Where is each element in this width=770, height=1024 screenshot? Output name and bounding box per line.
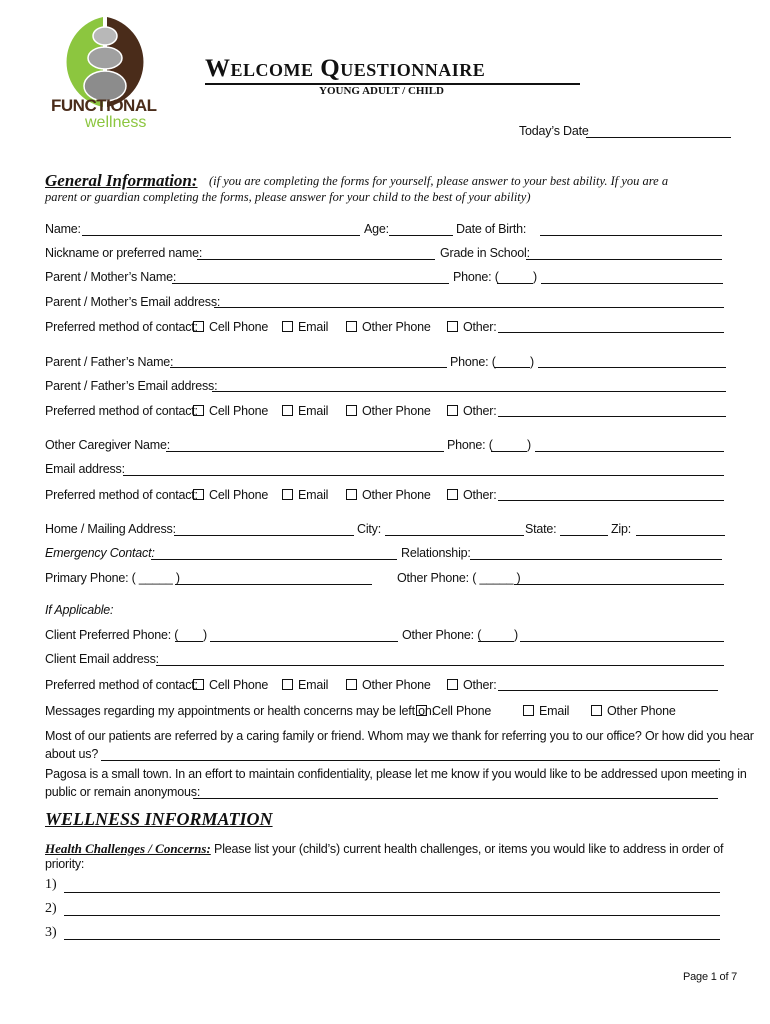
if-applicable-label: If Applicable:	[45, 603, 114, 617]
dob-label: Date of Birth:	[456, 222, 527, 236]
contact-method-label: Preferred method of contact:	[45, 678, 198, 692]
health-challenges-text: Please list your (child’s) current health challenges, or items you would like to address in order of	[210, 842, 724, 856]
mother-phone-field[interactable]	[541, 283, 723, 284]
father-email-field[interactable]	[212, 391, 726, 392]
checkbox-icon[interactable]	[447, 679, 458, 690]
contact-option-email[interactable]: Email	[282, 678, 328, 692]
checkbox-icon[interactable]	[346, 321, 357, 332]
father-phone-label: Phone: (	[450, 355, 496, 369]
city-field[interactable]	[385, 535, 524, 536]
client-email-field[interactable]	[156, 665, 724, 666]
zip-label: Zip:	[611, 522, 632, 536]
checkbox-icon[interactable]	[447, 489, 458, 500]
mother-phone-area-field[interactable]	[497, 283, 533, 284]
page-number: Page 1 of 7	[683, 971, 738, 983]
contact-option-email[interactable]: Email	[282, 320, 328, 334]
contact-option-email[interactable]: Email	[282, 488, 328, 502]
health-challenges-text-2: priority:	[45, 857, 85, 871]
logo-text-wellness: wellness	[85, 114, 147, 131]
checkbox-icon[interactable]	[447, 405, 458, 416]
contact-other-field[interactable]	[498, 332, 724, 333]
city-label: City:	[357, 522, 382, 536]
father-email-label: Parent / Father’s Email address:	[45, 379, 218, 393]
address-label: Home / Mailing Address:	[45, 522, 176, 536]
mother-email-label: Parent / Mother’s Email address:	[45, 295, 221, 309]
client-phone-label: Client Preferred Phone: (	[45, 628, 179, 642]
referral-text-2: about us?	[45, 747, 99, 761]
caregiver-name-field[interactable]	[166, 451, 444, 452]
contact-option-other-phone[interactable]: Other Phone	[346, 488, 431, 502]
page-subtitle: YOUNG ADULT / CHILD	[319, 85, 445, 97]
client-other-phone-label: Other Phone: (	[402, 628, 482, 642]
caregiver-phone-close: )	[527, 438, 531, 452]
health-challenges-label: Health Challenges / Concerns:	[45, 841, 211, 856]
checkbox-icon[interactable]	[193, 405, 204, 416]
state-label: State:	[525, 522, 557, 536]
caregiver-phone-label: Phone: (	[447, 438, 493, 452]
challenge-item-2-field[interactable]	[64, 915, 720, 916]
logo-text-functional: FUNCTIONAL	[51, 96, 157, 115]
address-field[interactable]	[174, 535, 354, 536]
contact-option-cell[interactable]: Cell Phone	[193, 488, 268, 502]
age-field[interactable]	[389, 235, 453, 236]
zip-field[interactable]	[636, 535, 725, 536]
contact-method-label: Preferred method of contact:	[45, 404, 198, 418]
mother-name-field[interactable]	[172, 283, 449, 284]
caregiver-email-field[interactable]	[123, 475, 724, 476]
messages-option-other-phone[interactable]: Other Phone	[591, 704, 676, 718]
contact-option-cell[interactable]: Cell Phone	[193, 678, 268, 692]
referral-text-1: Most of our patients are referred by a caring family or friend. Whom may we thank for referring you to our office? Or how did you hear	[45, 729, 754, 743]
general-info-intro-2: parent or guardian completing the forms, please answer for your child to the best of your ability)	[45, 190, 531, 204]
other-phone-field[interactable]	[514, 584, 724, 585]
contact-option-cell[interactable]: Cell Phone	[193, 320, 268, 334]
primary-phone-field[interactable]	[175, 584, 372, 585]
contact-other-field[interactable]	[498, 416, 726, 417]
logo-mark-icon	[45, 14, 165, 109]
father-name-field[interactable]	[170, 367, 447, 368]
checkbox-icon[interactable]	[346, 679, 357, 690]
checkbox-icon[interactable]	[193, 679, 204, 690]
mother-email-field[interactable]	[214, 307, 724, 308]
general-info-heading: General Information:	[45, 171, 198, 190]
pagosa-text-2: public or remain anonymous:	[45, 785, 201, 799]
contact-option-other-phone[interactable]: Other Phone	[346, 320, 431, 334]
client-phone-close: )	[203, 628, 207, 642]
checkbox-icon[interactable]	[282, 489, 293, 500]
caregiver-email-label: Email address:	[45, 462, 125, 476]
contact-method-label: Preferred method of contact:	[45, 488, 198, 502]
primary-phone-label: Primary Phone: ( _____ )	[45, 571, 180, 585]
contact-option-cell[interactable]: Cell Phone	[193, 404, 268, 418]
state-field[interactable]	[560, 535, 608, 536]
father-phone-field[interactable]	[538, 367, 726, 368]
contact-option-other[interactable]: Other:	[447, 488, 497, 502]
general-info-intro-1: (if you are completing the forms for yourself, please answer to your best ability. If you are a	[209, 174, 669, 188]
dob-field[interactable]	[540, 235, 722, 236]
messages-option-cell[interactable]: Cell Phone	[416, 704, 491, 718]
name-label: Name:	[45, 222, 81, 236]
name-field[interactable]	[82, 235, 360, 236]
challenge-item-3-field[interactable]	[64, 939, 720, 940]
mother-phone-label: Phone: (	[453, 270, 499, 284]
client-other-phone-field[interactable]	[520, 641, 724, 642]
pagosa-field[interactable]	[193, 798, 718, 799]
logo	[45, 14, 165, 139]
caregiver-name-label: Other Caregiver Name:	[45, 438, 171, 452]
checkbox-icon[interactable]	[282, 405, 293, 416]
contact-option-other-phone[interactable]: Other Phone	[346, 404, 431, 418]
caregiver-phone-field[interactable]	[535, 451, 724, 452]
checkbox-icon[interactable]	[523, 705, 534, 716]
referral-field[interactable]	[101, 760, 720, 761]
client-email-label: Client Email address:	[45, 652, 159, 666]
client-phone-area-field[interactable]	[175, 641, 203, 642]
contact-option-other-phone[interactable]: Other Phone	[346, 678, 431, 692]
checkbox-icon[interactable]	[346, 405, 357, 416]
wellness-heading: WELLNESS INFORMATION	[45, 809, 273, 829]
emergency-contact-label: Emergency Contact:	[45, 546, 155, 560]
grade-label: Grade in School:	[440, 246, 530, 260]
age-label: Age:	[364, 222, 389, 236]
contact-option-email[interactable]: Email	[282, 404, 328, 418]
contact-option-other[interactable]: Other:	[447, 678, 497, 692]
emergency-contact-field[interactable]	[151, 559, 397, 560]
checkbox-icon[interactable]	[591, 705, 602, 716]
pagosa-text-1: Pagosa is a small town. In an effort to maintain confidentiality, please let me know if you would like to be addressed upon meeting in	[45, 767, 747, 781]
todays-date-label: Today’s Date	[519, 124, 589, 138]
relationship-label: Relationship:	[401, 546, 471, 560]
todays-date-field[interactable]	[586, 137, 731, 138]
messages-label: Messages regarding my appointments or health concerns may be left on:	[45, 704, 435, 718]
mother-name-label: Parent / Mother’s Name:	[45, 270, 177, 284]
contact-method-label: Preferred method of contact:	[45, 320, 198, 334]
checkbox-icon[interactable]	[416, 705, 427, 716]
grade-field[interactable]	[526, 259, 722, 260]
messages-option-email[interactable]: Email	[523, 704, 569, 718]
checkbox-icon[interactable]	[447, 321, 458, 332]
caregiver-phone-area-field[interactable]	[491, 451, 527, 452]
client-other-phone-close: )	[514, 628, 518, 642]
client-other-phone-area-field[interactable]	[478, 641, 514, 642]
father-phone-area-field[interactable]	[494, 367, 530, 368]
other-phone-label: Other Phone: ( _____ )	[397, 571, 521, 585]
contact-option-other[interactable]: Other:	[447, 320, 497, 334]
contact-other-field[interactable]	[498, 690, 718, 691]
challenge-item-2-number: 2)	[45, 901, 57, 916]
nickname-label: Nickname or preferred name:	[45, 246, 203, 260]
health-challenges-row	[45, 840, 723, 858]
challenge-item-1-number: 1)	[45, 877, 57, 892]
nickname-field[interactable]	[197, 259, 435, 260]
father-name-label: Parent / Father’s Name:	[45, 355, 174, 369]
checkbox-icon[interactable]	[193, 321, 204, 332]
challenge-item-3-number: 3)	[45, 925, 57, 940]
page-title: Welcome Questionnaire	[205, 55, 486, 82]
checkbox-icon[interactable]	[346, 489, 357, 500]
checkbox-icon[interactable]	[193, 489, 204, 500]
father-phone-close: )	[530, 355, 534, 369]
contact-option-other[interactable]: Other:	[447, 404, 497, 418]
mother-phone-close: )	[533, 270, 537, 284]
checkbox-icon[interactable]	[282, 679, 293, 690]
challenge-item-1-field[interactable]	[64, 892, 720, 893]
relationship-field[interactable]	[470, 559, 722, 560]
checkbox-icon[interactable]	[282, 321, 293, 332]
contact-other-field[interactable]	[498, 500, 724, 501]
client-phone-field[interactable]	[210, 641, 398, 642]
